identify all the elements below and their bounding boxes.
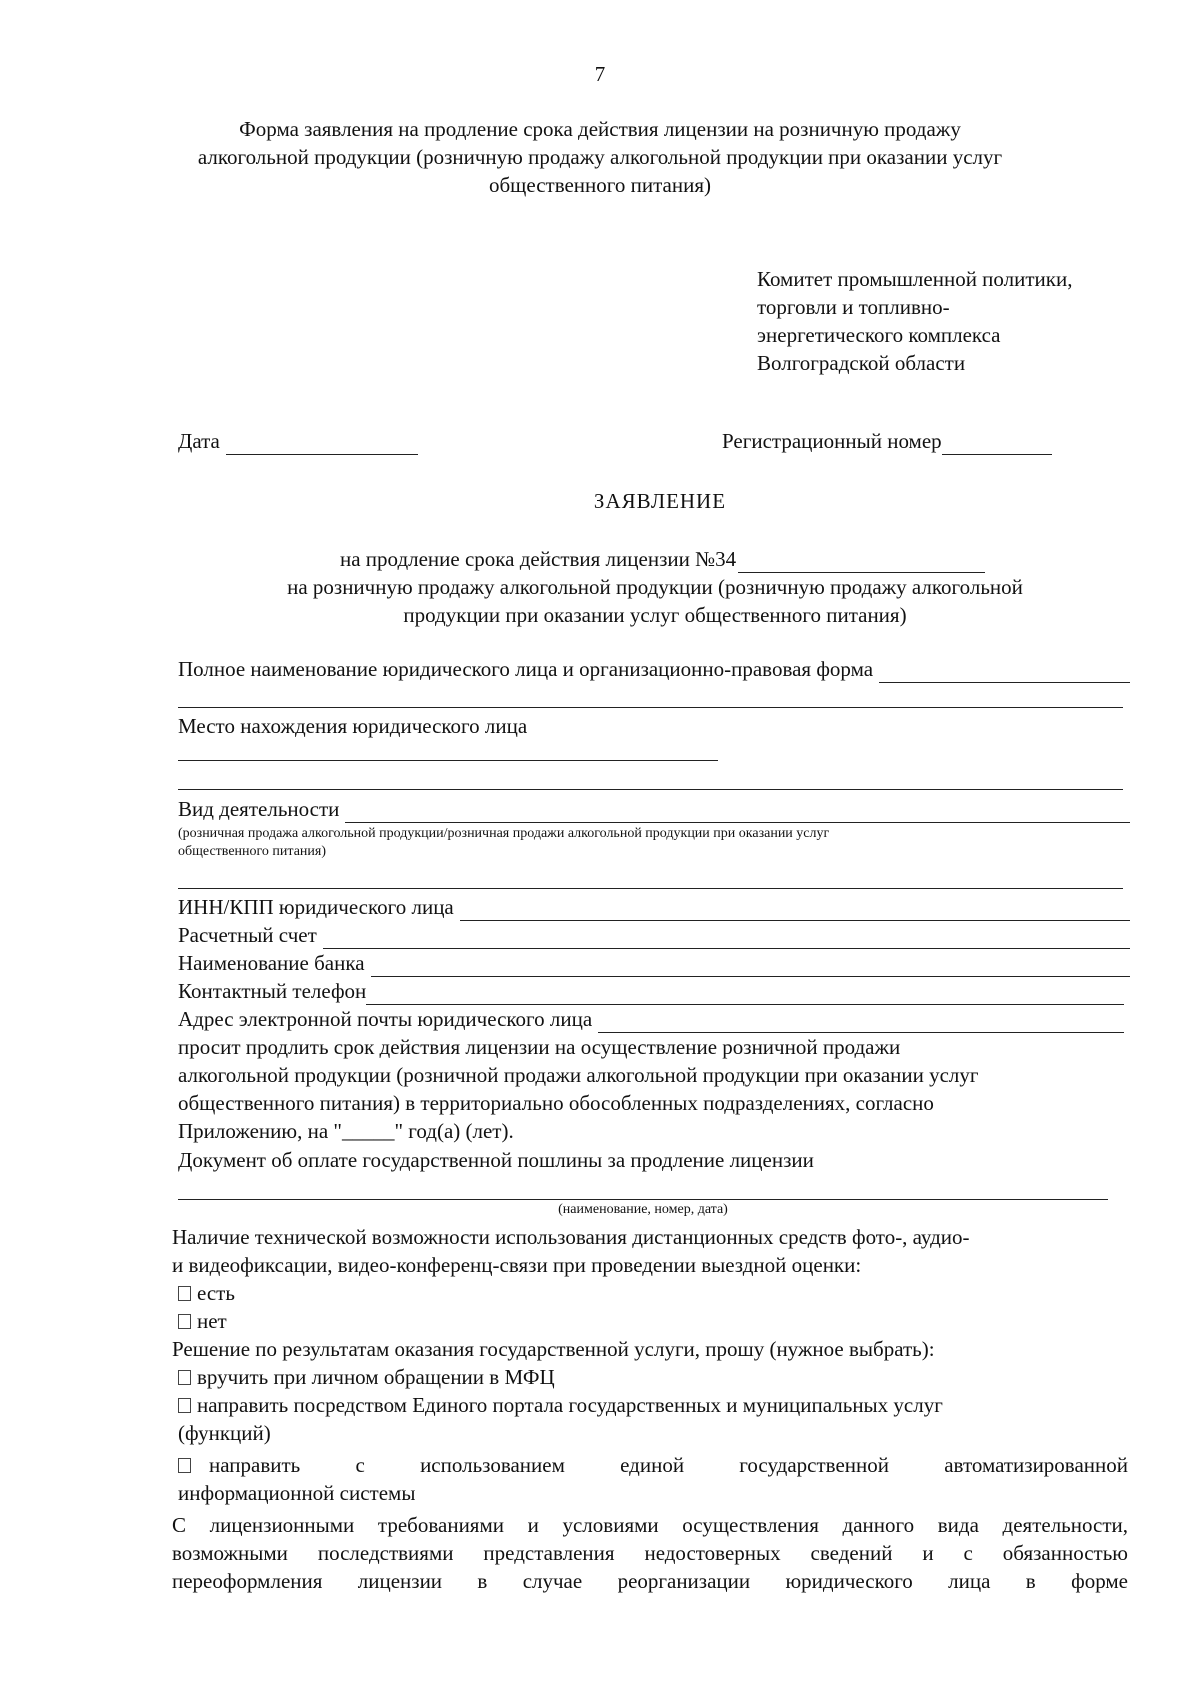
statement-title: ЗАЯВЛЕНИЕ xyxy=(593,489,727,513)
phone-field[interactable]: Контактный телефон xyxy=(178,977,1124,1005)
request-line4: Приложению, на "_____" год(а) (лет). xyxy=(178,1119,514,1143)
tech-line1: Наличие технической возможности использования дистанционных средств фото-, аудио- xyxy=(172,1225,970,1249)
tech-option-no[interactable]: нет xyxy=(178,1307,227,1335)
checkbox-icon[interactable] xyxy=(178,1458,191,1473)
statement-subtitle-line1[interactable]: на продление срока действия лицензии №34 xyxy=(340,545,985,573)
location-line[interactable] xyxy=(178,760,718,761)
closing-line1: С лицензионными требованиями и условиями осуществления данного вида деятельности, xyxy=(172,1513,1128,1537)
checkbox-icon[interactable] xyxy=(178,1286,191,1301)
checkbox-icon[interactable] xyxy=(178,1314,191,1329)
decision-option2-line2: (функций) xyxy=(178,1421,271,1445)
activity-continuation-line[interactable] xyxy=(178,888,1123,889)
statement-subtitle-line2: на розничную продажу алкогольной продукции (розничную продажу алкогольной xyxy=(287,575,1023,599)
tech-option-yes[interactable]: есть xyxy=(178,1279,235,1307)
payment-label: Документ об оплате государственной пошлины за продление лицензии xyxy=(178,1148,814,1172)
full-name-continuation-line[interactable] xyxy=(178,707,1123,708)
form-title-line3: общественного питания) xyxy=(489,173,711,197)
checkbox-icon[interactable] xyxy=(178,1398,191,1413)
reg-number-field[interactable] xyxy=(722,427,1052,455)
addressee-line1: Комитет промышленной политики, xyxy=(757,267,1073,291)
page-number: 7 xyxy=(594,62,606,86)
request-line3: общественного питания) в территориально обособленных подразделениях, согласно xyxy=(178,1091,934,1115)
location-label: Место нахождения юридического лица xyxy=(178,714,528,738)
reg-number-label: Регистрационный номер xyxy=(722,429,942,453)
inn-kpp-field[interactable]: ИНН/КПП юридического лица xyxy=(178,893,1130,921)
form-title-line1: Форма заявления на продление срока действия лицензии на розничную продажу xyxy=(239,117,961,141)
form-title-line2: алкогольной продукции (розничную продажу алкогольной продукции при оказании услуг xyxy=(197,145,1003,169)
activity-hint-line2: общественного питания) xyxy=(178,844,326,859)
email-field[interactable]: Адрес электронной почты юридического лица xyxy=(178,1005,1124,1033)
activity-field[interactable]: Вид деятельности xyxy=(178,795,1130,823)
addressee-line2: торговли и топливно- xyxy=(757,295,950,319)
decision-label: Решение по результатам оказания государственной услуги, прошу (нужное выбрать): xyxy=(172,1337,935,1361)
activity-hint-line1: (розничная продажа алкогольной продукции/розничная продажи алкогольной продукции при оказании услуг xyxy=(178,826,830,841)
decision-option3-line2: информационной системы xyxy=(178,1481,416,1505)
request-line1: просит продлить срок действия лицензии на осуществление розничной продажи xyxy=(178,1035,901,1059)
date-label: Дата xyxy=(178,429,220,453)
decision-option2[interactable]: направить посредством Единого портала государственных и муниципальных услуг xyxy=(178,1391,943,1419)
date-field[interactable] xyxy=(178,427,418,455)
addressee-line4: Волгоградской области xyxy=(757,351,966,375)
payment-line[interactable] xyxy=(178,1199,1108,1200)
payment-hint: (наименование, номер, дата) xyxy=(558,1202,728,1217)
account-field[interactable]: Расчетный счет xyxy=(178,921,1130,949)
decision-option1[interactable]: вручить при личном обращении в МФЦ xyxy=(178,1363,555,1391)
request-line2: алкогольной продукции (розничной продажи алкогольной продукции при оказании услуг xyxy=(178,1063,979,1087)
closing-line3: переоформления лицензии в случае реорганизации юридического лица в форме xyxy=(172,1569,1128,1593)
location-continuation-line[interactable] xyxy=(178,789,1123,790)
checkbox-icon[interactable] xyxy=(178,1370,191,1385)
closing-line2: возможными последствиями представления недостоверных сведений и с обязанностью xyxy=(172,1541,1128,1565)
full-name-field[interactable]: Полное наименование юридического лица и организационно-правовая форма xyxy=(178,655,1130,683)
addressee-line3: энергетического комплекса xyxy=(757,323,1001,347)
tech-line2: и видеофиксации, видео-конференц-связи при проведении выездной оценки: xyxy=(172,1253,862,1277)
decision-option3[interactable]: направить с использованием единой государственной автоматизированной xyxy=(178,1451,1128,1479)
bank-field[interactable]: Наименование банка xyxy=(178,949,1130,977)
statement-subtitle-line3: продукции при оказании услуг общественного питания) xyxy=(403,603,907,627)
